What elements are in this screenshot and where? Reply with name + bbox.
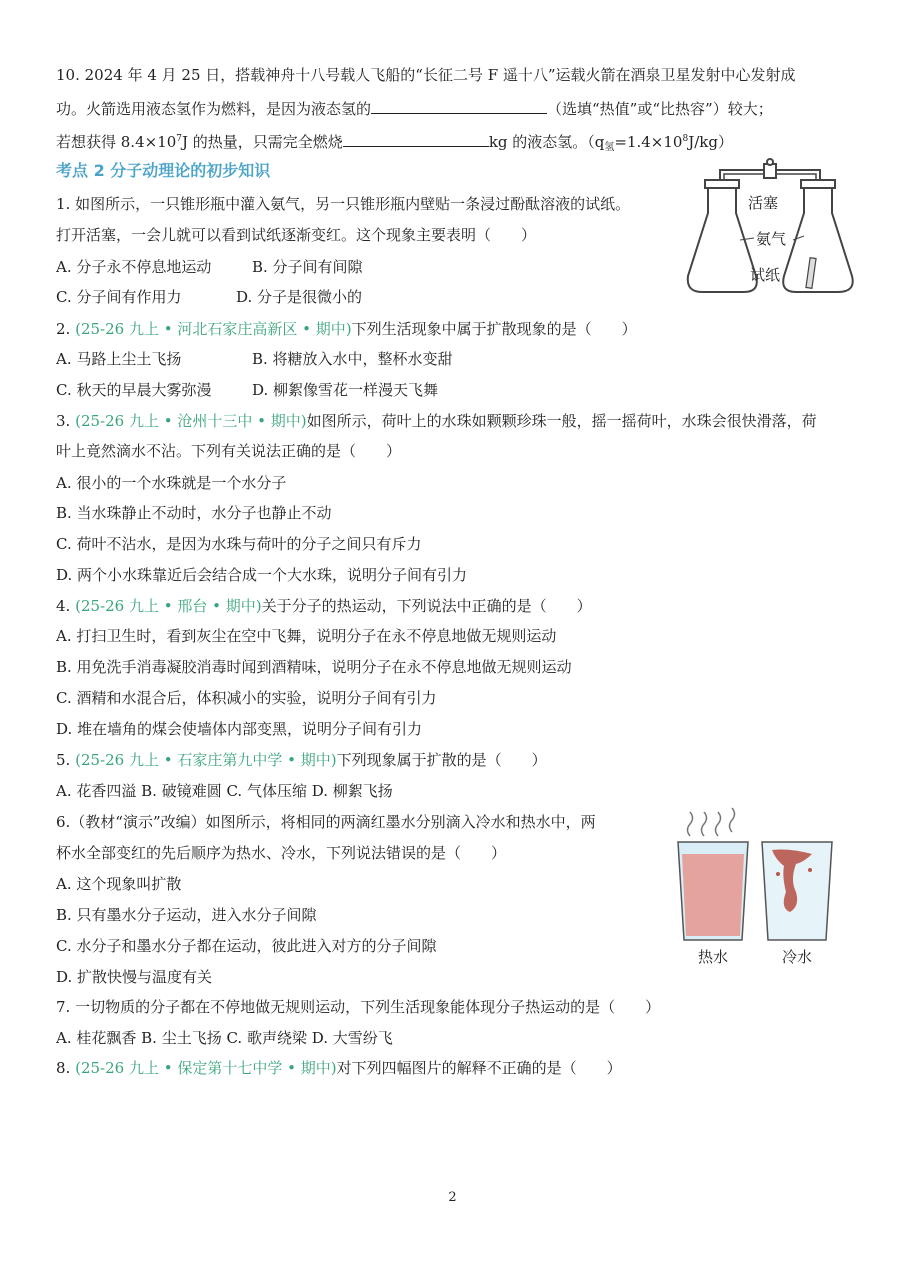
q8-stem: 8. (25-26 九上 • 保定第十七中学 • 期中)对下列四幅图片的解释不正确的是（ ） bbox=[56, 1059, 622, 1077]
q4-stem: 4. (25-26 九上 • 邢台 • 期中)关于分子的热运动，下列说法中正确的是（ ） bbox=[56, 597, 592, 615]
q3-option-b: B. 当水珠静止不动时，水分子也静止不动 bbox=[56, 504, 332, 522]
ink-diffusion-diagram bbox=[672, 800, 850, 972]
q2-option-d: D. 柳絮像雪花一样漫天飞舞 bbox=[252, 381, 439, 399]
q1-option-a: A. 分子永不停息地运动 bbox=[56, 258, 212, 276]
q4-source: (25-26 九上 • 邢台 • 期中) bbox=[75, 597, 262, 615]
q2-stem: 2. (25-26 九上 • 河北石家庄高新区 • 期中)下列生活现象中属于扩散现象的是（ ） bbox=[56, 320, 637, 338]
q2-option-c: C. 秋天的早晨大雾弥漫 bbox=[56, 381, 212, 399]
q10-blank1 bbox=[371, 99, 547, 114]
q2-option-a: A. 马路上尘土飞扬 bbox=[56, 350, 182, 368]
steam-icon bbox=[688, 808, 735, 836]
q6-option-a: A. 这个现象叫扩散 bbox=[56, 875, 182, 893]
q1-stem-line2: 打开活塞，一会儿就可以看到试纸逐渐变红。这个现象主要表明（ ） bbox=[56, 226, 537, 244]
section-heading: 考点 2 分子动理论的初步知识 bbox=[56, 161, 271, 180]
q3-stem-line2: 叶上竟然滴水不沾。下列有关说法正确的是（ ） bbox=[56, 442, 402, 460]
q5-options: A. 花香四溢 B. 破镜难圆 C. 气体压缩 D. 柳絮飞扬 bbox=[56, 782, 393, 800]
q3-source: (25-26 九上 • 沧州十三中 • 期中) bbox=[75, 412, 307, 430]
q10-line3: 若想获得 $8.4\times 10^7J$ 的热量，只需完全燃烧 kg 的液态氢。$(q_氢=1.4\times 10^8J/kg)$ bbox=[56, 133, 733, 153]
q10-line1: 10. 2024 年 4 月 25 日，搭载神舟十八号载人飞船的“长征二号 F 遥十八”运载火箭在酒泉卫星发射中心发射成 bbox=[56, 66, 796, 84]
q7-stem: 7. 一切物质的分子都在不停地做无规则运动，下列生活现象能体现分子热运动的是（ ） bbox=[56, 998, 661, 1016]
q4-option-b: B. 用免洗手消毒凝胶消毒时闻到酒精味，说明分子在永不停息地做无规则运动 bbox=[56, 658, 572, 676]
q4-option-d: D. 堆在墙角的煤会使墙体内部变黑，说明分子间有引力 bbox=[56, 720, 423, 738]
q1-option-b: B. 分子间有间隙 bbox=[252, 258, 363, 276]
page-number: 2 bbox=[448, 1190, 457, 1205]
q2-option-b: B. 将糖放入水中，整杯水变甜 bbox=[252, 350, 453, 368]
q6-stem-line2: 杯水全部变红的先后顺序为热水、冷水，下列说法错误的是（ ） bbox=[56, 844, 507, 862]
q7-options: A. 桂花飘香 B. 尘土飞扬 C. 歌声绕梁 D. 大雪纷飞 bbox=[56, 1029, 393, 1047]
hot-water-label: 热水 bbox=[698, 948, 729, 966]
q3-option-a: A. 很小的一个水珠就是一个水分子 bbox=[56, 474, 287, 492]
ammonia-label: 氨气 bbox=[756, 230, 787, 248]
q6-option-c: C. 水分子和墨水分子都在运动，彼此进入对方的分子间隙 bbox=[56, 937, 437, 955]
cold-water-label: 冷水 bbox=[782, 948, 813, 966]
q10-line2: 功。火箭选用液态氢作为燃料，是因为液态氢的 （选填“热值”或“比热容”）较大； bbox=[56, 100, 773, 118]
valve-label: 活塞 bbox=[748, 194, 779, 212]
q3-option-d: D. 两个小水珠靠近后会结合成一个大水珠，说明分子间有引力 bbox=[56, 566, 468, 584]
q5-source: (25-26 九上 • 石家庄第九中学 • 期中) bbox=[75, 751, 337, 769]
q4-option-a: A. 打扫卫生时，看到灰尘在空中飞舞，说明分子在永不停息地做无规则运动 bbox=[56, 627, 557, 645]
q6-stem-line1: 6.（教材“演示”改编）如图所示，将相同的两滴红墨水分别滴入冷水和热水中，两 bbox=[56, 813, 596, 831]
q6-option-b: B. 只有墨水分子运动，进入水分子间隙 bbox=[56, 906, 317, 924]
test-paper-label: 试纸 bbox=[750, 266, 781, 284]
q1-stem-line1: 1. 如图所示，一只锥形瓶中灌入氨气，另一只锥形瓶内壁贴一条浸过酚酞溶液的试纸。 bbox=[56, 195, 631, 213]
q3-stem-line1: 3. (25-26 九上 • 沧州十三中 • 期中)如图所示，荷叶上的水珠如颗颗珍珠一般，摇一摇荷叶，水珠会很快滑落，荷 bbox=[56, 412, 817, 430]
q5-stem: 5. (25-26 九上 • 石家庄第九中学 • 期中)下列现象属于扩散的是（ ） bbox=[56, 751, 547, 769]
q4-option-c: C. 酒精和水混合后，体积减小的实验，说明分子间有引力 bbox=[56, 689, 437, 707]
q1-option-c: C. 分子间有作用力 bbox=[56, 288, 182, 306]
q10-blank2 bbox=[343, 132, 489, 147]
q8-source: (25-26 九上 • 保定第十七中学 • 期中) bbox=[75, 1059, 337, 1077]
flask-diagram bbox=[680, 158, 860, 303]
q3-option-c: C. 荷叶不沾水，是因为水珠与荷叶的分子之间只有斥力 bbox=[56, 535, 422, 553]
q2-source: (25-26 九上 • 河北石家庄高新区 • 期中) bbox=[75, 320, 352, 338]
q1-option-d: D. 分子是很微小的 bbox=[236, 288, 363, 306]
q6-option-d: D. 扩散快慢与温度有关 bbox=[56, 968, 213, 986]
